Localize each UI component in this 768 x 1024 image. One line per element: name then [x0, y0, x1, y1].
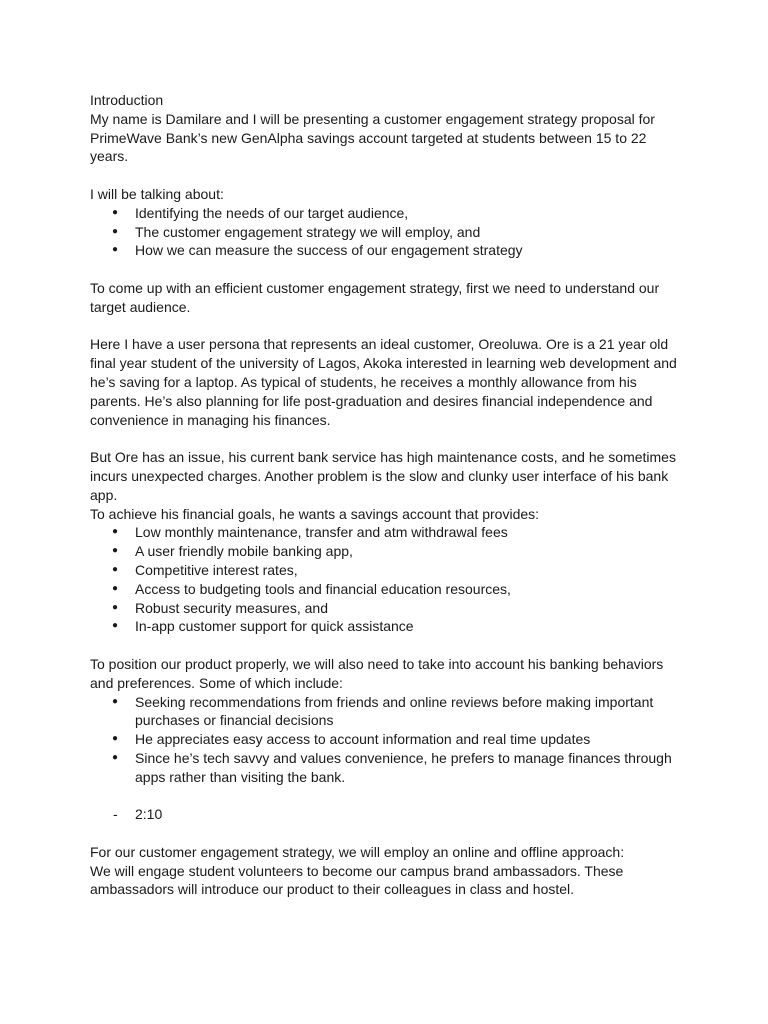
- list-item: ● A user friendly mobile banking app,: [90, 542, 680, 561]
- list-item: ● Seeking recommendations from friends and online reviews before making important purchases or financial decisions: [90, 693, 680, 731]
- list-item: ● How we can measure the success of our engagement strategy: [90, 241, 680, 260]
- strategy-paragraph-1: For our customer engagement strategy, we will employ an online and offline approach:: [90, 843, 625, 860]
- section-heading: Introduction: [90, 92, 164, 108]
- list-item: ● The customer engagement strategy we will employ, and: [90, 223, 680, 242]
- needs-list: [90, 523, 680, 636]
- understand-paragraph: To come up with an efficient customer engagement strategy, first we need to understand our target audience.: [90, 279, 660, 315]
- list-item: ● Robust security measures, and: [90, 599, 680, 618]
- strategy-paragraph-2: We will engage student volunteers to become our campus brand ambassadors. These ambassadors will introduce our product to their colleagues in class and hostel.: [90, 862, 624, 898]
- spacer: [90, 636, 680, 655]
- timestamp-list: [90, 805, 680, 824]
- list-item: ● Competitive interest rates,: [90, 561, 680, 580]
- list-item: ● He appreciates easy access to account information and real time updates: [90, 730, 680, 749]
- spacer: [90, 786, 680, 805]
- list-item: ● Access to budgeting tools and financial education resources,: [90, 580, 680, 599]
- list-item: ● Low monthly maintenance, transfer and atm withdrawal fees: [90, 523, 680, 542]
- goals-intro: To achieve his financial goals, he wants a savings account that provides:: [90, 505, 540, 522]
- intro-paragraph: My name is Damilare and I will be presenting a customer engagement strategy proposal for PrimeWave Bank’s new GenAlpha savings account targeted at students between 15 to 22 years.: [90, 110, 655, 165]
- spacer: [90, 429, 680, 448]
- timestamp-item: - 2:10: [90, 805, 680, 824]
- issue-paragraph: But Ore has an issue, his current bank service has high maintenance costs, and he sometimes incurs unexpected charges. Another problem is the slow and clunky user interface of his bank app.: [90, 449, 676, 503]
- spacer: [90, 317, 680, 336]
- list-item: ● In-app customer support for quick assistance: [90, 617, 680, 636]
- list-item: ● Since he’s tech savvy and values convenience, he prefers to manage finances through apps rather than visiting the bank.: [90, 749, 680, 787]
- list-item: ● Identifying the needs of our target audience,: [90, 204, 680, 223]
- position-paragraph: To position our product properly, we will also need to take into account his banking behaviors and preferences. Some of which include:: [90, 655, 664, 691]
- document-page: [90, 91, 680, 899]
- agenda-list: [90, 204, 680, 260]
- behaviors-list: [90, 693, 680, 787]
- spacer: [90, 824, 680, 843]
- persona-paragraph: Here I have a user persona that represents an ideal customer, Oreoluwa. Ore is a 21 year old final year student of the university of Lagos, Akoka interested in learning web development and he’s saving for a laptop. As typical of students, he receives a monthly allowance from his parents. He’s also planning for life post-graduation and desires financial independence and convenience in managing his finances.: [90, 336, 677, 428]
- agenda-intro: I will be talking about:: [90, 185, 224, 202]
- spacer: [90, 166, 680, 185]
- spacer: [90, 260, 680, 279]
